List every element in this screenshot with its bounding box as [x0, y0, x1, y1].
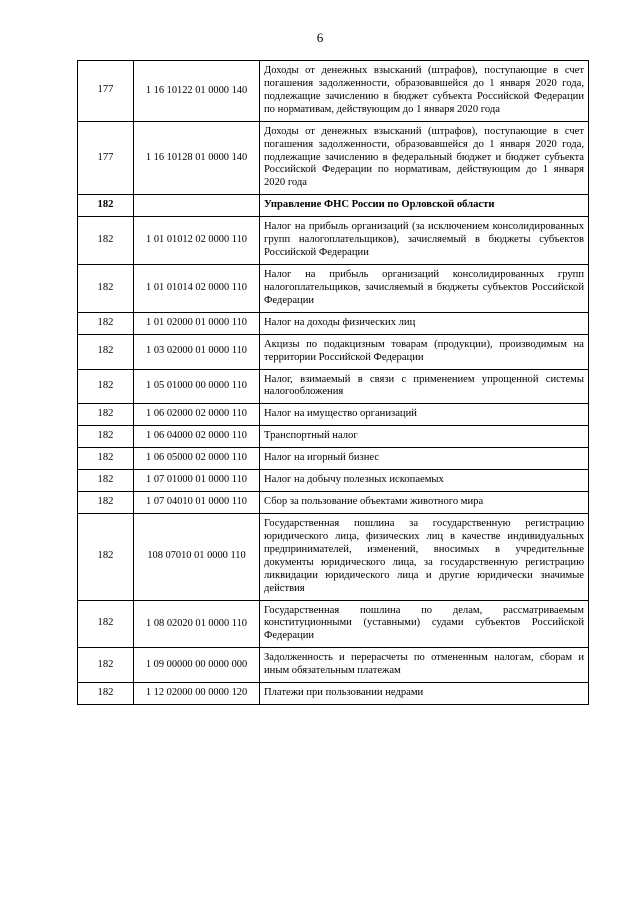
- revenue-code-cell: 1 16 10122 01 0000 140: [134, 61, 260, 122]
- revenue-name-cell: Налог на игорный бизнес: [260, 448, 589, 470]
- table-row: [78, 121, 589, 195]
- table-row: [78, 648, 589, 683]
- revenue-name-cell: Акцизы по подакцизным товарам (продукции), производимым на территории Российской Федерации: [260, 334, 589, 369]
- admin-code-cell: 182: [78, 264, 134, 312]
- table-row: [78, 264, 589, 312]
- revenue-code-cell: 1 03 02000 01 0000 110: [134, 334, 260, 369]
- table-body: [78, 61, 589, 705]
- revenue-code-cell: 1 08 02020 01 0000 110: [134, 600, 260, 648]
- table-row: [78, 404, 589, 426]
- table-row: [78, 426, 589, 448]
- table-row: [78, 369, 589, 404]
- revenue-name-cell: Налог, взимаемый в связи с применением упрощенной системы налогообложения: [260, 369, 589, 404]
- table-row: [78, 448, 589, 470]
- section-header-row: [78, 195, 589, 217]
- revenue-code-cell: 1 01 02000 01 0000 110: [134, 312, 260, 334]
- table-row: [78, 470, 589, 492]
- revenue-code-cell: 1 01 01014 02 0000 110: [134, 264, 260, 312]
- revenue-code-cell: 1 16 10128 01 0000 140: [134, 121, 260, 195]
- table-row: [78, 492, 589, 514]
- admin-code-cell: 182: [78, 195, 134, 217]
- revenue-name-cell: Налог на прибыль организаций (за исключением консолидированных групп налогоплательщиков), зачисляемый в бюджеты субъектов Российской Федерации: [260, 217, 589, 265]
- revenue-name-cell: Доходы от денежных взысканий (штрафов), поступающие в счет погашения задолженности, образовавшейся до 1 января 2020 года, подлежащие зачислению в федеральный бюджет и бюджет субъекта Российской Федерации по нормативам, действующим до 1 января 2020 года: [260, 121, 589, 195]
- revenue-codes-table: [77, 60, 589, 705]
- admin-code-cell: 182: [78, 312, 134, 334]
- revenue-name-cell: Налог на добычу полезных ископаемых: [260, 470, 589, 492]
- table-row: [78, 600, 589, 648]
- revenue-name-cell: Транспортный налог: [260, 426, 589, 448]
- revenue-name-cell: Государственная пошлина за государственную регистрацию юридического лица, физических лиц в качестве индивидуальных предпринимателей, изменений, вносимых в учредительные документы юридического лица, за государственную регистрацию ликвидации юридического лица и другие юридически значимые действия: [260, 513, 589, 600]
- revenue-name-cell: Платежи при пользовании недрами: [260, 683, 589, 705]
- revenue-code-cell: 1 07 01000 01 0000 110: [134, 470, 260, 492]
- revenue-code-cell: [134, 195, 260, 217]
- admin-code-cell: 177: [78, 121, 134, 195]
- revenue-name-cell: Управление ФНС России по Орловской области: [260, 195, 589, 217]
- revenue-code-cell: 1 07 04010 01 0000 110: [134, 492, 260, 514]
- page-number: 6: [316, 30, 324, 45]
- admin-code-cell: 177: [78, 61, 134, 122]
- table-row: [78, 683, 589, 705]
- admin-code-cell: 182: [78, 404, 134, 426]
- admin-code-cell: 182: [78, 448, 134, 470]
- revenue-name-cell: Задолженность и перерасчеты по отмененным налогам, сборам и иным обязательным платежам: [260, 648, 589, 683]
- revenue-code-cell: 1 09 00000 00 0000 000: [134, 648, 260, 683]
- admin-code-cell: 182: [78, 683, 134, 705]
- revenue-name-cell: Сбор за пользование объектами животного мира: [260, 492, 589, 514]
- admin-code-cell: 182: [78, 513, 134, 600]
- admin-code-cell: 182: [78, 369, 134, 404]
- admin-code-cell: 182: [78, 600, 134, 648]
- table-row: [78, 334, 589, 369]
- revenue-code-cell: 1 06 05000 02 0000 110: [134, 448, 260, 470]
- revenue-name-cell: Налог на доходы физических лиц: [260, 312, 589, 334]
- revenue-name-cell: Доходы от денежных взысканий (штрафов), поступающие в счет погашения задолженности, образовавшейся до 1 января 2020 года, подлежащие зачислению в бюджет субъекта Российской Федерации по нормативам, действующим до 1 января 2020 года: [260, 61, 589, 122]
- revenue-code-cell: 1 05 01000 00 0000 110: [134, 369, 260, 404]
- revenue-code-cell: 1 12 02000 00 0000 120: [134, 683, 260, 705]
- revenue-code-cell: 1 06 04000 02 0000 110: [134, 426, 260, 448]
- admin-code-cell: 182: [78, 492, 134, 514]
- revenue-code-cell: 1 01 01012 02 0000 110: [134, 217, 260, 265]
- admin-code-cell: 182: [78, 470, 134, 492]
- revenue-name-cell: Налог на имущество организаций: [260, 404, 589, 426]
- admin-code-cell: 182: [78, 426, 134, 448]
- admin-code-cell: 182: [78, 217, 134, 265]
- table-row: [78, 217, 589, 265]
- revenue-code-cell: 1 06 02000 02 0000 110: [134, 404, 260, 426]
- table-row: [78, 61, 589, 122]
- revenue-name-cell: Налог на прибыль организаций консолидированных групп налогоплательщиков, зачисляемый в бюджеты субъектов Российской Федерации: [260, 264, 589, 312]
- revenue-name-cell: Государственная пошлина по делам, рассматриваемым конституционными (уставными) судами субъектов Российской Федерации: [260, 600, 589, 648]
- admin-code-cell: 182: [78, 648, 134, 683]
- revenue-code-cell: 108 07010 01 0000 110: [134, 513, 260, 600]
- admin-code-cell: 182: [78, 334, 134, 369]
- table-row: [78, 513, 589, 600]
- table-row: [78, 312, 589, 334]
